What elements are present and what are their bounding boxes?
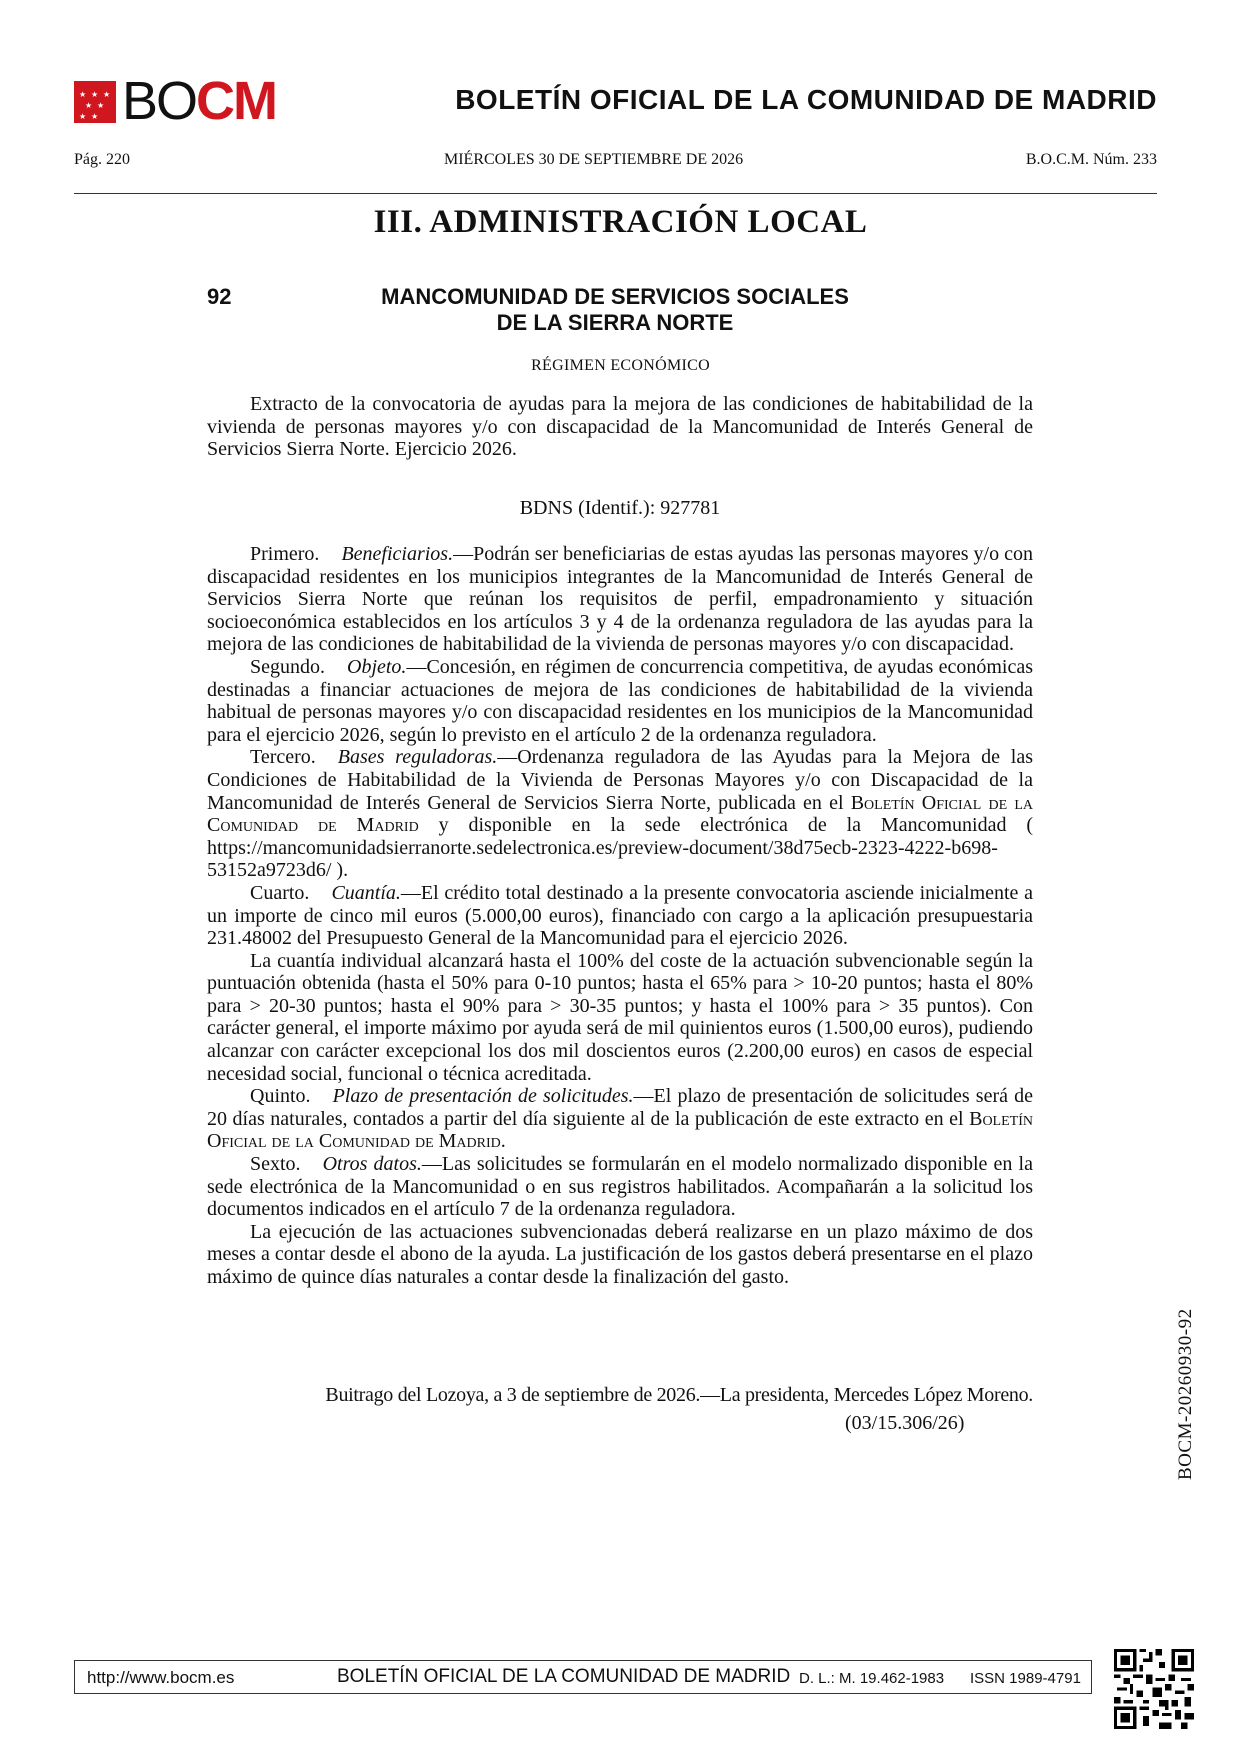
page-number: Pág. 220 xyxy=(74,151,130,168)
article-quinto xyxy=(207,1085,1033,1153)
bdns-identifier: BDNS (Identif.): 927781 xyxy=(519,497,721,519)
entry-number: 92 xyxy=(207,284,232,309)
article-text: —Ordenanza reguladora de las Ayudas para la Mejora de las Condiciones de Habitabilidad de la Vivienda de Personas Mayores y/o con Discapacidad de la Mancomunidad de Interés General de Servicios Sierra Norte, publicada en el xyxy=(207,746,1034,814)
article-primero xyxy=(207,543,1033,656)
article-text: y disponible en la sede electrónica de la Mancomunidad ( https://mancomunidadsierranorte.sedelectronica.es/preview-document/38d75ecb-2323-4222-b698-53152a9723d6/ ). xyxy=(207,814,1034,882)
footer-url-link[interactable]: http://www.bocm.es xyxy=(87,1668,235,1687)
abstract-paragraph: Extracto de la convocatoria de ayudas para la mejora de las condiciones de habitabilidad de la vivienda de personas mayores y/o con discapacidad de la Mancomunidad de Interés General de Servicios Sierra Norte. Ejercicio 2026. xyxy=(207,393,1033,461)
article-lead: Quinto. xyxy=(250,1085,311,1108)
article-sexto-cont: La ejecución de las actuaciones subvencionadas deberá realizarse en un plazo máximo de dos meses a contar desde el abono de la ayuda. La justificación de los gastos deberá presentarse en el plazo máximo de quince días naturales a contar desde la finalización del gasto. xyxy=(207,1220,1033,1288)
article-lead: Tercero. xyxy=(250,746,316,769)
article-text: —Concesión, en régimen de concurrencia competitiva, de ayudas económicas destinadas a financiar actuaciones de mejora de las condiciones de habitabilidad de la vivienda habitual de personas mayores y/o con discapacidad residentes en los municipios de la Mancomunidad para el ejercicio 2026, según lo previsto en el artículo 2 de la ordenanza reguladora. xyxy=(207,655,1033,746)
logo-text-bo: BO xyxy=(122,71,197,131)
article-text: —El plazo de presentación de solicitudes será de 20 días naturales, contados a partir del día siguiente al de la publicación de este extracto en el xyxy=(207,1085,1033,1130)
entry-subject: RÉGIMEN ECONÓMICO xyxy=(531,357,710,374)
article-text: —El crédito total destinado a la presente convocatoria asciende inicialmente a un importe de cinco mil euros (5.000,00 euros), financiado con cargo a la aplicación presupuestaria 231.48002 del Presupuesto General de la Mancomunidad para el ejercicio 2026. xyxy=(207,881,1033,950)
article-cuarto-cont: La cuantía individual alcanzará hasta el 100% del coste de la actuación subvencionable según la puntuación obtenida (hasta el 50% para 0-10 puntos; hasta el 65% para > 10-20 puntos; hasta el 80% para > 20-30 puntos; hasta el 90% para > 30-35 puntos; y hasta el 100% para > 35 puntos). Con carácter general, el importe máximo por ayuda será de mil quinientos euros (1.500,00 euros), pudiendo alcanzar con carácter excepcional los dos mil doscientos euros (2.200,00 euros) en casos de especial necesidad social, funcional o técnica acreditada. xyxy=(207,949,1033,1085)
article-cuarto xyxy=(207,882,1033,950)
logo-wordmark xyxy=(122,72,276,130)
issue-meta-line xyxy=(74,151,1157,194)
document-side-code: BOCM-20260930-92 xyxy=(1175,1308,1196,1480)
article-title: Plazo de presentación de solicitudes. xyxy=(332,1085,634,1108)
article-sexto xyxy=(207,1153,1033,1221)
article-lead: Sexto. xyxy=(250,1153,301,1176)
bocm-logo xyxy=(74,71,304,131)
footer-issn: ISSN 1989-4791 xyxy=(970,1670,1081,1687)
article-tercero xyxy=(207,746,1033,882)
section-title: III. ADMINISTRACIÓN LOCAL xyxy=(373,204,868,240)
article-title: Cuantía. xyxy=(331,881,401,904)
article-text: . xyxy=(500,1130,506,1153)
signature-line: Buitrago del Lozoya, a 3 de septiembre de 2026.—La presidenta, Mercedes López Moreno. xyxy=(325,1384,1033,1406)
article-text: —Podrán ser beneficiarias de estas ayudas las personas mayores y/o con discapacidad residentes en los municipios integrantes de la Mancomunidad de Interés General de Servicios Sierra Norte que reúnan los requisitos de perfil, empadronamiento y situación socioeconómica establecidos en los artículos 3 y 4 de la ordenanza reguladora de las ayudas para la mejora de las condiciones de habitabilidad de la vivienda de personas mayores y/o con discapacidad. xyxy=(207,543,1033,656)
article-title: Beneficiarios. xyxy=(341,543,454,565)
bocm-reference: Boletín Oficial de la Comunidad de Madrid xyxy=(207,791,1034,837)
entity-name-line2: DE LA SIERRA NORTE xyxy=(496,310,734,335)
footer-legal-deposit: D. L.: M. 19.462-1983 xyxy=(799,1670,945,1687)
entity-name xyxy=(330,284,900,336)
logo-text-cm: CM xyxy=(196,71,277,131)
qr-code-icon xyxy=(1114,1649,1194,1729)
article-text: —Las solicitudes se formularán en el modelo normalizado disponible en la sede electrónica de la Mancomunidad o en sus registros habilitados. Acompañarán a la solicitud los documentos indicados en el artículo 7 de la ordenanza reguladora. xyxy=(207,1153,1033,1221)
article-lead: Segundo. xyxy=(250,655,325,678)
article-title: Bases reguladoras. xyxy=(337,746,498,769)
issue-number: B.O.C.M. Núm. 233 xyxy=(1025,151,1157,168)
article-title: Objeto. xyxy=(347,655,407,678)
bocm-reference: Boletín Oficial de la Comunidad de Madrid xyxy=(207,1107,1033,1153)
reference-code: (03/15.306/26) xyxy=(845,1412,965,1434)
articles-body xyxy=(207,543,1033,1289)
article-lead: Primero. xyxy=(250,543,320,565)
article-title: Otros datos. xyxy=(322,1153,422,1176)
issue-date: MIÉRCOLES 30 DE SEPTIEMBRE DE 2026 xyxy=(444,151,744,168)
article-segundo xyxy=(207,656,1033,746)
article-lead: Cuarto. xyxy=(250,881,310,904)
entity-name-line1: MANCOMUNIDAD DE SERVICIOS SOCIALES xyxy=(381,284,849,309)
publication-title: BOLETÍN OFICIAL DE LA COMUNIDAD DE MADRID xyxy=(455,84,1157,115)
footer-title: BOLETÍN OFICIAL DE LA COMUNIDAD DE MADRID xyxy=(337,1666,791,1687)
madrid-flag-icon: ★ ★ ★ ★ ★ ★ ★ xyxy=(74,81,116,123)
footer-bar xyxy=(74,1660,1092,1694)
